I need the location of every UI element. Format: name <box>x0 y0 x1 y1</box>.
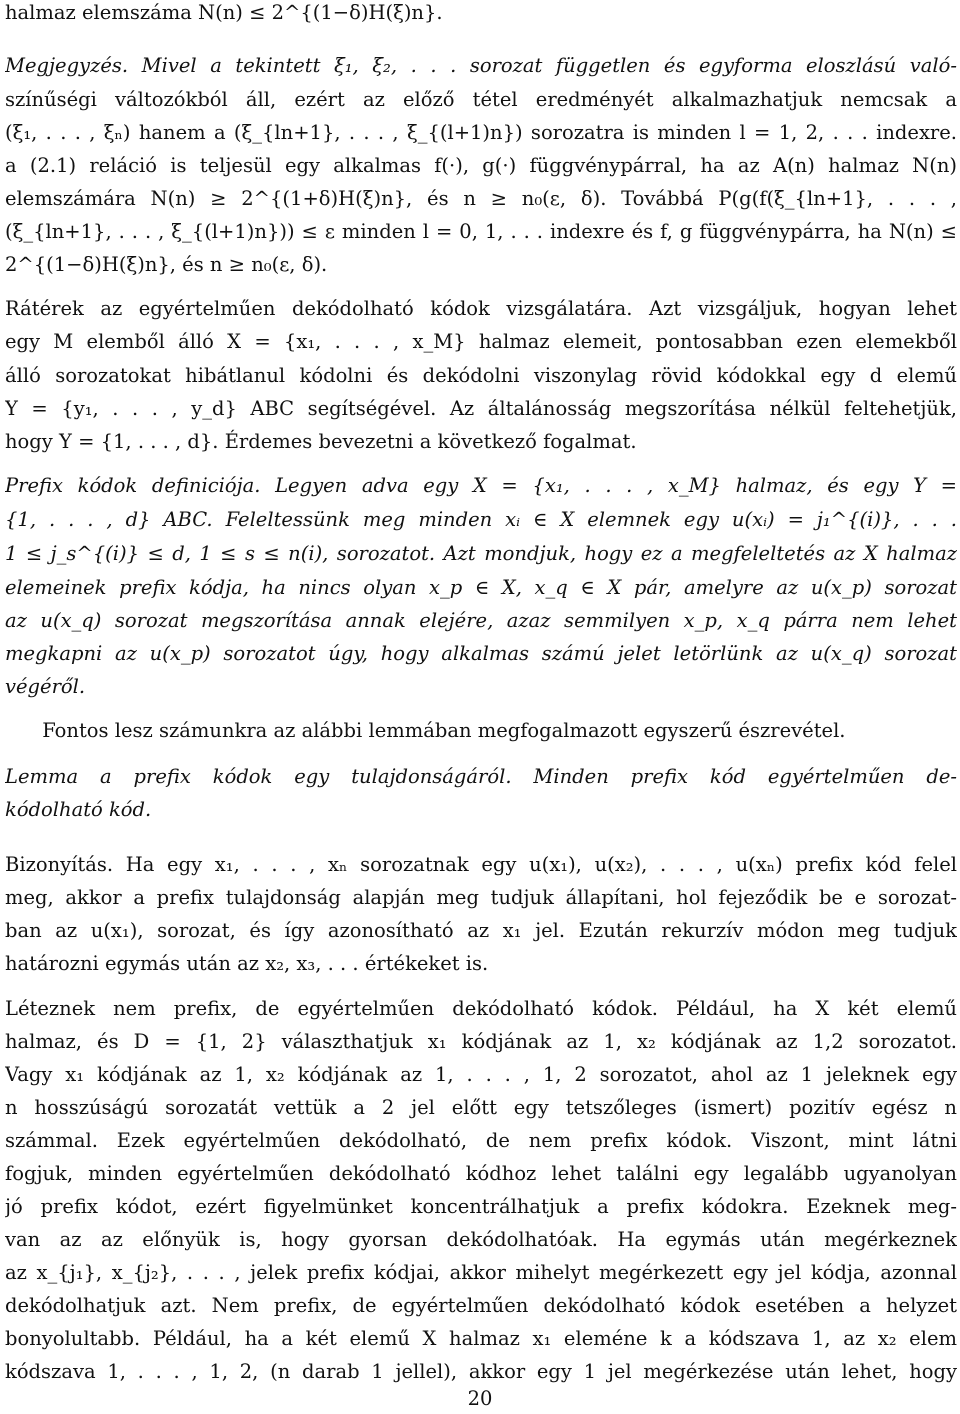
text-line: elemszámára N(n) ≥ 2^{(1+δ)H(ξ)n}, és n ≥ n₀(ε, δ). Továbbá P(g(f(ξ_{ln+1}, . . . , <box>5 187 957 210</box>
text-line: elemeinek prefix kódja, ha nincs olyan x_p ∈ X, x_q ∈ X pár, amelyre az u(x_p) sorozat <box>5 576 957 599</box>
text-line: határozni egymás után az x₂, x₃, . . . értékeket is. <box>5 952 489 975</box>
text-line: megkapni az u(x_p) sorozatot úgy, hogy alkalmas számú jelet letörlünk az u(x_q) sorozat <box>5 642 957 665</box>
text-line: a (2.1) reláció is teljesül egy alkalmas f(·), g(·) függvénypárral, ha az A(n) halmaz N(n) <box>5 154 957 177</box>
text-line: az u(x_q) sorozat megszorítása annak elejére, azaz semmilyen x_p, x_q párra nem lehet <box>5 609 957 632</box>
text-line: végéről. <box>5 675 86 698</box>
text-line: dekódolhatjuk azt. Nem prefix, de egyértelműen dekódolható kódok esetében a helyzet <box>5 1294 957 1317</box>
text-line: Rátérek az egyértelműen dekódolható kódok vizsgálatára. Azt vizsgáljuk, hogyan lehet <box>5 297 957 320</box>
text-line: meg, akkor a prefix tulajdonság alapján meg tudjuk állapítani, hol fejeződik be e sorozat- <box>5 886 957 909</box>
page-number: 20 <box>467 1387 493 1410</box>
text-line: 2^{(1−δ)H(ξ)n}, és n ≥ n₀(ε, δ). <box>5 253 328 276</box>
text-line: bonyolultabb. Például, ha a két elemű X halmaz x₁ eleméne k a kódszava 1, az x₂ elem <box>5 1327 957 1350</box>
text-line: Léteznek nem prefix, de egyértelműen dekódolható kódok. Például, ha X két elemű <box>5 997 957 1020</box>
text-line: egy M elemből álló X = {x₁, . . . , x_M} halmaz elemeit, pontosabban ezen elemekből <box>5 330 957 353</box>
text-line: hogy Y = {1, . . . , d}. Érdemes bevezetni a következő fogalmat. <box>5 430 637 453</box>
text-line: kódolható kód. <box>5 798 152 821</box>
lemma-heading-line: Lemma a prefix kódok egy tulajdonságáról. Minden prefix kód egyértelműen de- <box>5 765 957 788</box>
text-line: számmal. Ezek egyértelműen dekódolható, de nem prefix kódok. Viszont, mint látni <box>5 1129 957 1152</box>
text-line: Vagy x₁ kódjának az 1, x₂ kódjának az 1, . . . , 1, 2 sorozatot, ahol az 1 jeleknek egy <box>5 1063 957 1086</box>
text-line: halmaz elemszáma N(n) ≤ 2^{(1−δ)H(ξ)n}. <box>5 1 443 24</box>
text-line: n hosszúságú sorozatát vettük a 2 jel előtt egy tetszőleges (ismert) pozitív egész n <box>5 1096 957 1119</box>
text-line: halmaz, és D = {1, 2} választhatjuk x₁ kódjának az 1, x₂ kódjának az 1,2 sorozatot. <box>5 1030 957 1053</box>
text-line: az x_{j₁}, x_{j₂}, . . . , jelek prefix kódjai, akkor mihelyt megérkezett egy jel kódja, azonnal <box>5 1261 957 1284</box>
text-line: kódszava 1, . . . , 1, 2, (n darab 1 jellel), akkor egy 1 jel megérkezése után lehet, hogy <box>5 1360 957 1383</box>
proof-line: Bizonyítás. Ha egy x₁, . . . , xₙ sorozatnak egy u(x₁), u(x₂), . . . , u(xₙ) prefix kód felel <box>5 853 957 876</box>
text-line: álló sorozatokat hibátlanul kódolni és dekódolni viszonylag rövid kódokkal egy d elemű <box>5 364 957 387</box>
text-line: fogjuk, minden egyértelműen dekódolható kódhoz lehet találni egy legalább ugyanolyan <box>5 1162 957 1185</box>
definition-heading-line: Prefix kódok definiciója. Legyen adva egy X = {x₁, . . . , x_M} halmaz, és egy Y = <box>5 474 957 497</box>
text-line: Y = {y₁, . . . , y_d} ABC segítségével. Az általánosság megszorítása nélkül feltehetjük, <box>5 397 957 420</box>
text-line: (ξ_{ln+1}, . . . , ξ_{(l+1)n})) ≤ ε minden l = 0, 1, . . . indexre és f, g függvénypárra, ha N(n) ≤ <box>5 220 957 243</box>
text-line: színűségi változókból áll, ezért az előző tétel eredményét alkalmazhatjuk nemcsak a <box>5 88 957 111</box>
text-line: van az az előnyük is, hogy gyorsan dekódolhatóak. Ha egymás után megérkeznek <box>5 1228 957 1251</box>
text-line: ban az u(x₁), sorozat, és így azonosítható az x₁ jel. Ezután rekurzív módon meg tudjuk <box>5 919 957 942</box>
text-line: Fontos lesz számunkra az alábbi lemmában megfogalmazott egyszerű észrevétel. <box>5 719 846 742</box>
text-line: Megjegyzés. Mivel a tekintett ξ₁, ξ₂, . . . sorozat független és egyforma eloszlású való- <box>5 54 957 77</box>
text-line: jó prefix kódot, ezért figyelmünket koncentrálhatjuk a prefix kódokra. Ezeknek meg- <box>5 1195 957 1218</box>
text-line: (ξ₁, . . . , ξₙ) hanem a (ξ_{ln+1}, . . . , ξ_{(l+1)n}) sorozatra is minden l = 1, 2, . . . indexre. <box>5 121 957 144</box>
text-line: 1 ≤ j_s^{(i)} ≤ d, 1 ≤ s ≤ n(i), sorozatot. Azt mondjuk, hogy ez a megfeleltetés az X halmaz <box>5 542 957 565</box>
text-line: {1, . . . , d} ABC. Feleltessünk meg minden xᵢ ∈ X elemnek egy u(xᵢ) = j₁^{(i)}, . . . <box>5 508 957 531</box>
